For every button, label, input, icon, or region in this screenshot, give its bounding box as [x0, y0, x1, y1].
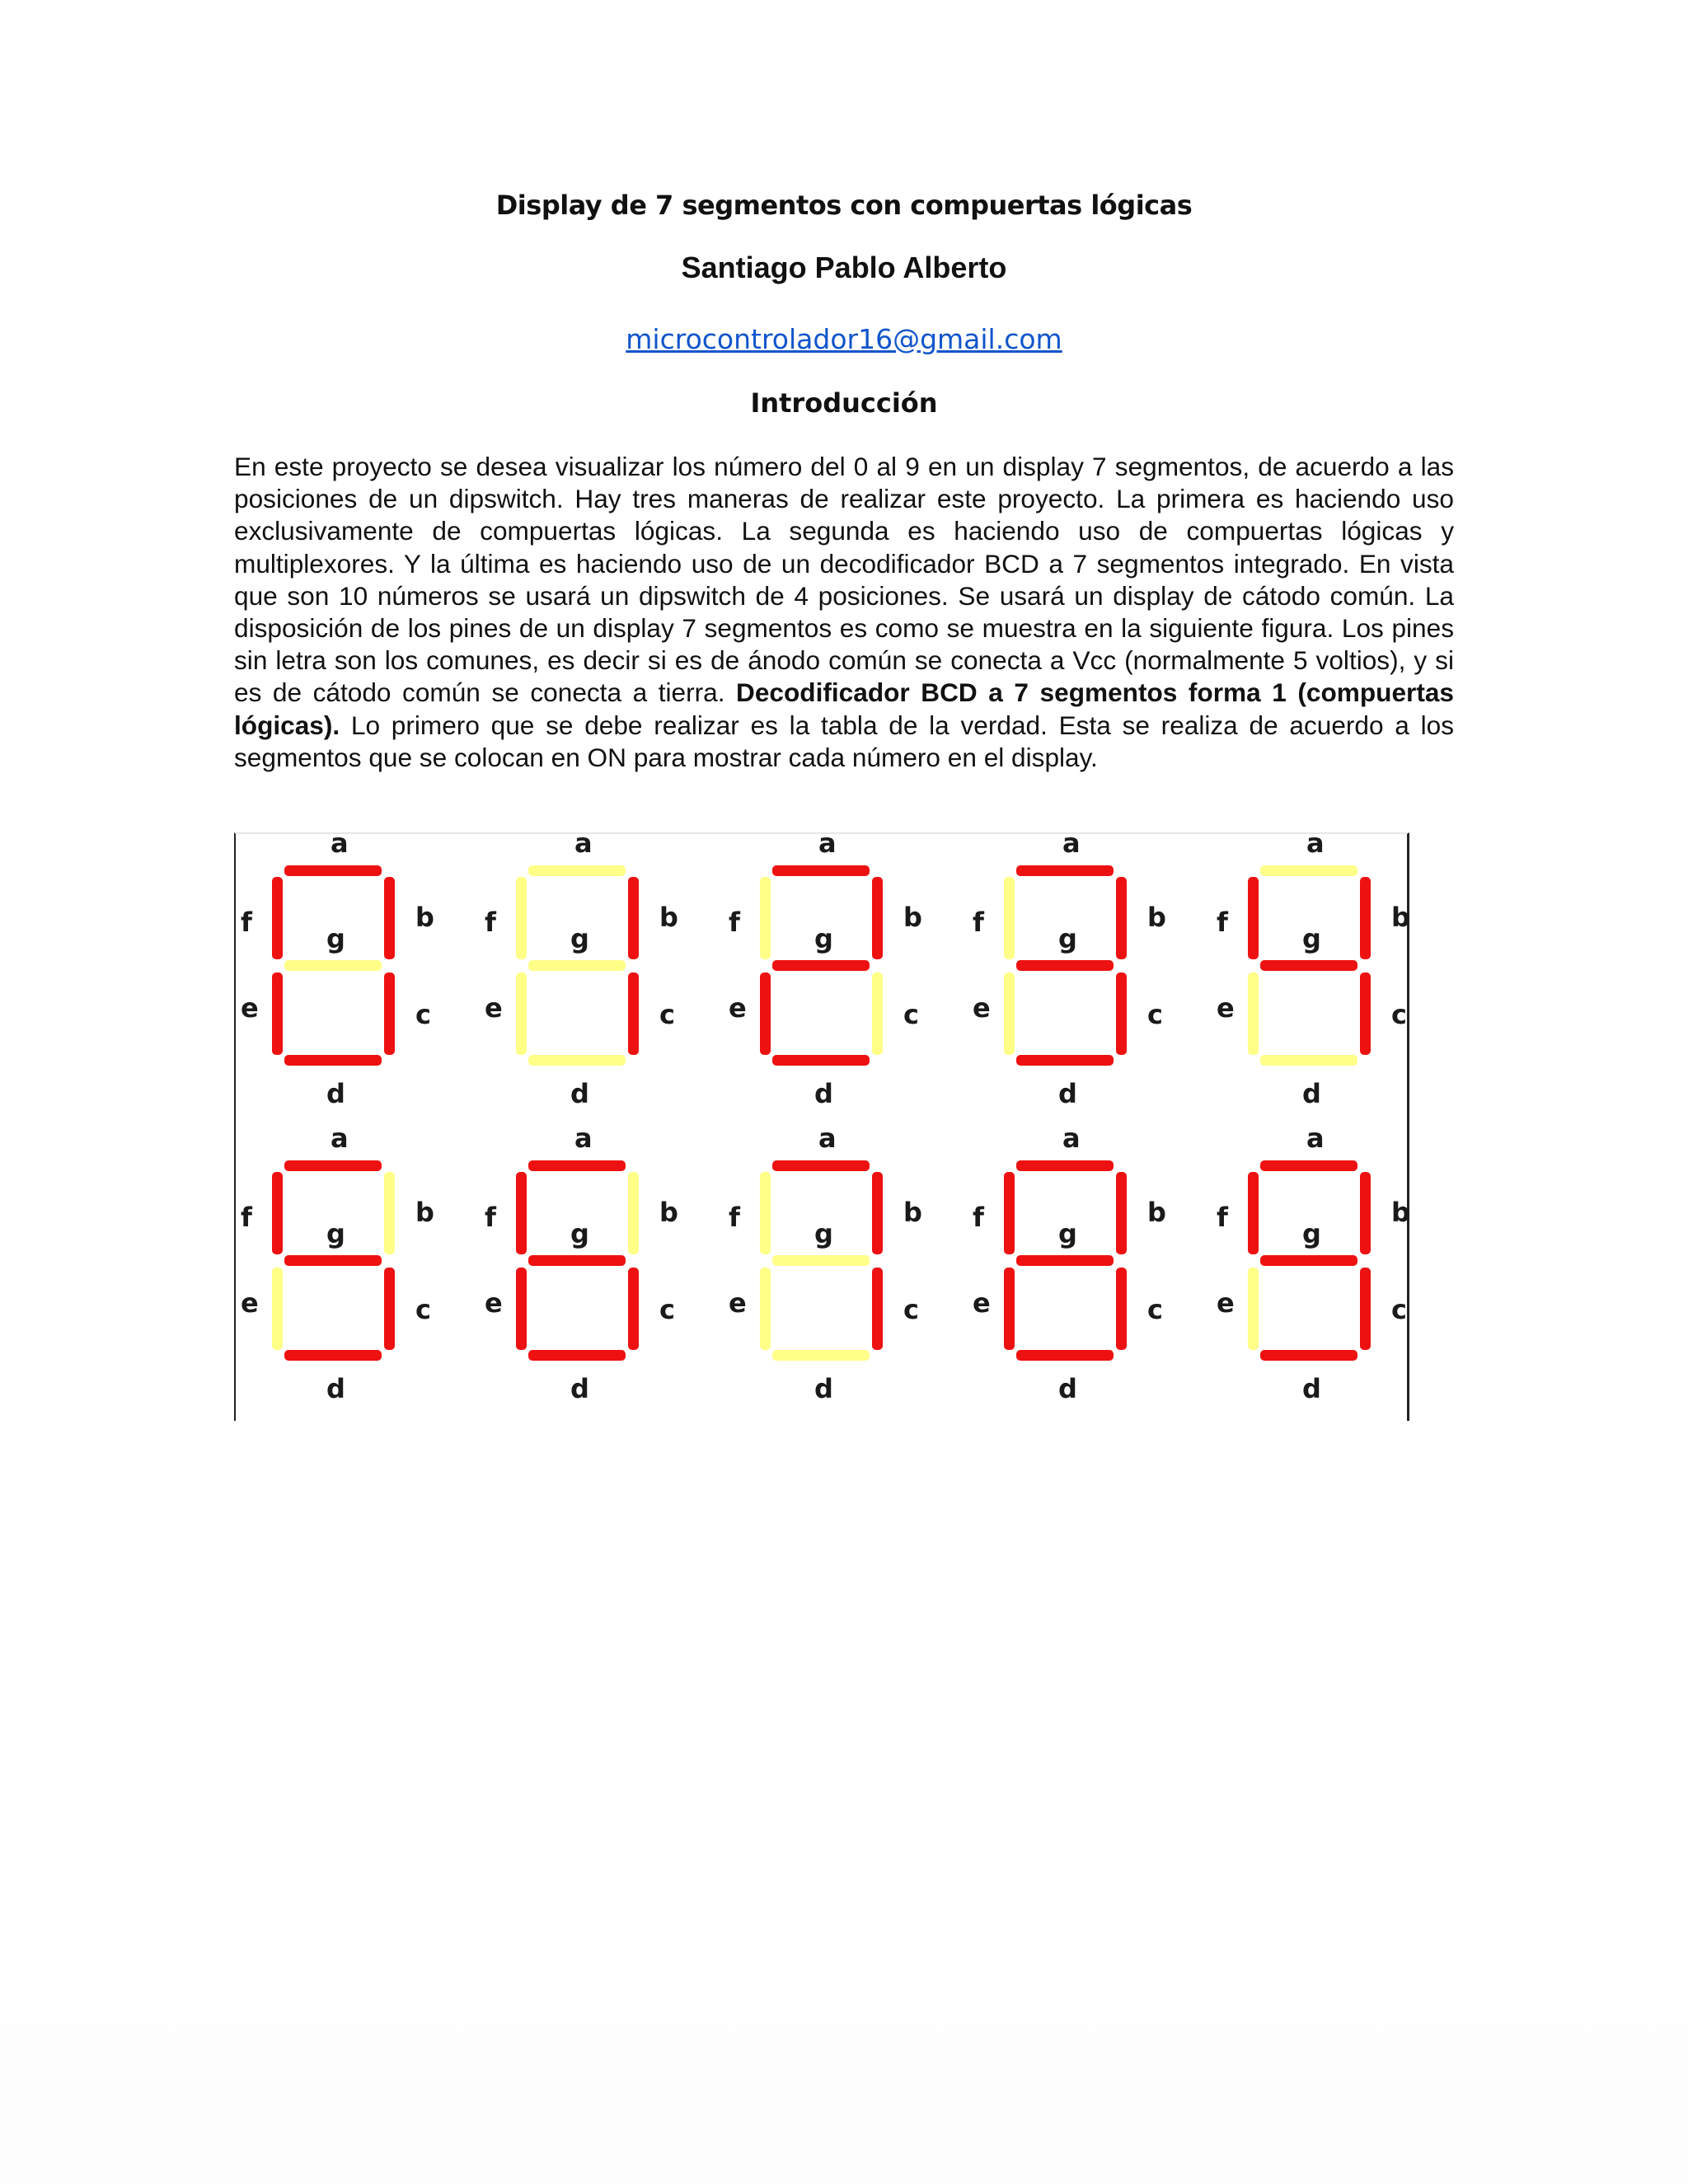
digit-9-label-c: c	[1391, 1294, 1407, 1325]
digit-7-label-a: a	[818, 1122, 837, 1154]
digit-0-label-a: a	[331, 827, 349, 859]
digit-1-segment-f	[516, 877, 527, 959]
digit-2-label-g: g	[814, 923, 833, 954]
digit-3-segment-b	[1116, 877, 1127, 959]
document-title: Display de 7 segmentos con compuertas lógicas	[495, 190, 1193, 221]
digit-2-display	[729, 827, 922, 1109]
digit-1-label-e: e	[485, 992, 503, 1024]
digit-6-segment-d	[528, 1350, 626, 1361]
digit-1-label-b: b	[659, 902, 678, 933]
digit-8-label-a: a	[1062, 1122, 1081, 1154]
digit-8-label-d: d	[1058, 1373, 1077, 1404]
digit-6-segment-g	[528, 1255, 626, 1266]
digit-8-segment-b	[1116, 1172, 1127, 1254]
digit-2-label-c: c	[903, 999, 919, 1030]
digit-7-segment-f	[760, 1172, 771, 1254]
digit-4-label-a: a	[1306, 827, 1325, 859]
intro-paragraph-bold: Decodificador BCD a 7 segmentos forma 1 (compuertas lógicas).	[234, 677, 1454, 740]
digit-9-segment-f	[1248, 1172, 1259, 1254]
digit-0-segment-c	[384, 972, 395, 1055]
digit-0-segment-d	[284, 1055, 382, 1066]
digit-2-segment-g	[772, 960, 870, 971]
digit-6-segment-a	[528, 1160, 626, 1171]
digit-1-label-d: d	[570, 1078, 589, 1109]
digit-6-segment-f	[516, 1172, 527, 1254]
digit-4-label-d: d	[1302, 1078, 1321, 1109]
seven-segment-diagram	[236, 827, 1410, 1421]
digit-7-label-e: e	[729, 1287, 747, 1319]
digit-9-display	[1217, 1122, 1410, 1404]
digit-7-display	[729, 1122, 922, 1404]
digit-0-segment-b	[384, 877, 395, 959]
digit-4-segment-b	[1360, 877, 1371, 959]
digit-2-segment-f	[760, 877, 771, 959]
digit-1-segment-g	[528, 960, 626, 971]
digit-2-label-f: f	[729, 907, 740, 938]
digit-9-segment-c	[1360, 1268, 1371, 1350]
digit-2-label-e: e	[729, 992, 747, 1024]
digit-1-segment-e	[516, 972, 527, 1055]
digit-8-segment-e	[1004, 1268, 1015, 1350]
digit-2-segment-a	[772, 865, 870, 876]
digit-6-label-a: a	[574, 1122, 593, 1154]
intro-paragraph	[234, 451, 1454, 774]
digit-1-segment-d	[528, 1055, 626, 1066]
digit-9-label-g: g	[1302, 1218, 1321, 1249]
digit-3-segment-d	[1016, 1055, 1114, 1066]
digit-7-label-c: c	[903, 1294, 919, 1325]
digit-2-segment-c	[872, 972, 883, 1055]
digit-7-label-g: g	[814, 1218, 833, 1249]
digit-1-label-f: f	[485, 907, 496, 938]
digit-5-label-f: f	[241, 1202, 252, 1233]
seven-segment-figure	[234, 827, 1410, 1421]
digit-2-label-b: b	[903, 902, 922, 933]
digit-8-label-f: f	[973, 1202, 984, 1233]
digit-0-label-e: e	[241, 992, 259, 1024]
digit-8-display	[973, 1122, 1166, 1404]
author-name: Santiago Pablo Alberto	[681, 251, 1007, 284]
digit-9-segment-d	[1260, 1350, 1357, 1361]
digit-4-label-b: b	[1391, 902, 1410, 933]
digit-4-segment-a	[1260, 865, 1357, 876]
digit-0-display	[241, 827, 434, 1109]
digit-6-label-c: c	[659, 1294, 675, 1325]
digit-2-segment-d	[772, 1055, 870, 1066]
intro-paragraph-part2: Lo primero que se debe realizar es la tabla de la verdad. Esta se realiza de acuerdo a los segmentos que se colocan en ON para mostrar cada número en el display.	[234, 710, 1454, 772]
digit-4-segment-c	[1360, 972, 1371, 1055]
digit-9-segment-e	[1248, 1268, 1259, 1350]
digit-1-segment-c	[628, 972, 639, 1055]
section-heading-introduccion: Introducción	[750, 387, 938, 419]
digit-5-label-a: a	[331, 1122, 349, 1154]
digit-3-label-b: b	[1147, 902, 1166, 933]
digit-8-segment-f	[1004, 1172, 1015, 1254]
digit-8-segment-g	[1016, 1255, 1114, 1266]
digit-6-label-b: b	[659, 1197, 678, 1228]
digit-4-segment-d	[1260, 1055, 1357, 1066]
digit-3-display	[973, 827, 1166, 1109]
digit-8-segment-c	[1116, 1268, 1127, 1350]
digit-6-label-f: f	[485, 1202, 496, 1233]
digit-1-segment-b	[628, 877, 639, 959]
digit-7-segment-g	[772, 1255, 870, 1266]
digit-0-segment-a	[284, 865, 382, 876]
digit-1-display	[485, 827, 678, 1109]
digit-9-label-f: f	[1217, 1202, 1228, 1233]
digit-0-label-f: f	[241, 907, 252, 938]
digit-5-segment-c	[384, 1268, 395, 1350]
digit-9-segment-a	[1260, 1160, 1357, 1171]
digit-2-segment-e	[760, 972, 771, 1055]
digit-0-segment-e	[272, 972, 283, 1055]
digit-1-segment-a	[528, 865, 626, 876]
digit-5-segment-f	[272, 1172, 283, 1254]
digit-2-label-d: d	[814, 1078, 833, 1109]
digit-0-label-c: c	[415, 999, 431, 1030]
digit-9-label-a: a	[1306, 1122, 1325, 1154]
digit-6-label-g: g	[570, 1218, 589, 1249]
digit-9-label-e: e	[1217, 1287, 1235, 1319]
digit-3-label-d: d	[1058, 1078, 1077, 1109]
digit-3-label-e: e	[973, 992, 991, 1024]
digit-8-label-g: g	[1058, 1218, 1077, 1249]
digit-9-label-d: d	[1302, 1373, 1321, 1404]
digit-4-segment-e	[1248, 972, 1259, 1055]
digit-7-label-b: b	[903, 1197, 922, 1228]
digit-6-segment-e	[516, 1268, 527, 1350]
digit-2-segment-b	[872, 877, 883, 959]
digit-4-label-g: g	[1302, 923, 1321, 954]
digit-5-segment-g	[284, 1255, 382, 1266]
digit-0-segment-f	[272, 877, 283, 959]
digit-0-label-d: d	[326, 1078, 345, 1109]
digit-3-segment-a	[1016, 865, 1114, 876]
digit-4-label-c: c	[1391, 999, 1407, 1030]
digit-7-segment-d	[772, 1350, 870, 1361]
digit-4-segment-f	[1248, 877, 1259, 959]
digit-3-label-c: c	[1147, 999, 1163, 1030]
digit-5-label-b: b	[415, 1197, 434, 1228]
digit-9-segment-b	[1360, 1172, 1371, 1254]
digit-7-label-d: d	[814, 1373, 833, 1404]
digit-0-segment-g	[284, 960, 382, 971]
digit-1-label-c: c	[659, 999, 675, 1030]
digit-7-segment-c	[872, 1268, 883, 1350]
digit-4-label-f: f	[1217, 907, 1228, 938]
digit-7-segment-e	[760, 1268, 771, 1350]
digit-6-segment-c	[628, 1268, 639, 1350]
digit-0-label-g: g	[326, 923, 345, 954]
digit-9-label-b: b	[1391, 1197, 1410, 1228]
digit-3-label-f: f	[973, 907, 984, 938]
digit-8-label-c: c	[1147, 1294, 1163, 1325]
digit-6-label-d: d	[570, 1373, 589, 1404]
digit-4-display	[1217, 827, 1410, 1109]
digit-7-label-f: f	[729, 1202, 740, 1233]
digit-3-segment-f	[1004, 877, 1015, 959]
digit-5-segment-a	[284, 1160, 382, 1171]
author-email-link[interactable]: microcontrolador16@gmail.com	[626, 323, 1062, 355]
digit-6-segment-b	[628, 1172, 639, 1254]
digit-9-segment-g	[1260, 1255, 1357, 1266]
digit-3-segment-e	[1004, 972, 1015, 1055]
digit-5-segment-b	[384, 1172, 395, 1254]
digit-8-segment-d	[1016, 1350, 1114, 1361]
digit-3-segment-g	[1016, 960, 1114, 971]
digit-6-display	[485, 1122, 678, 1404]
digit-8-label-b: b	[1147, 1197, 1166, 1228]
digit-1-label-g: g	[570, 923, 589, 954]
digit-7-segment-b	[872, 1172, 883, 1254]
digit-8-label-e: e	[973, 1287, 991, 1319]
digit-6-label-e: e	[485, 1287, 503, 1319]
digit-4-segment-g	[1260, 960, 1357, 971]
digit-7-segment-a	[772, 1160, 870, 1171]
digit-3-label-g: g	[1058, 923, 1077, 954]
digit-5-label-g: g	[326, 1218, 345, 1249]
digit-5-segment-e	[272, 1268, 283, 1350]
digit-5-label-c: c	[415, 1294, 431, 1325]
digit-3-label-a: a	[1062, 827, 1081, 859]
digit-8-segment-a	[1016, 1160, 1114, 1171]
digit-5-label-d: d	[326, 1373, 345, 1404]
digit-1-label-a: a	[574, 827, 593, 859]
digit-5-display	[241, 1122, 434, 1404]
digit-3-segment-c	[1116, 972, 1127, 1055]
digit-0-label-b: b	[415, 902, 434, 933]
digit-2-label-a: a	[818, 827, 837, 859]
intro-paragraph-part1: En este proyecto se desea visualizar los número del 0 al 9 en un display 7 segmentos, de acuerdo a las posiciones de un dipswitch. Hay tres maneras de realizar este proyecto. La primera es haciendo uso exclusivamente de compuertas lógicas. La segunda es haciendo uso de compuertas lógicas y multiplexores. Y la última es haciendo uso de un decodificador BCD a 7 segmentos integrado. En vista que son 10 números se usará un dipswitch de 4 posiciones. Se usará un display de cátodo común. La disposición de los pines de un display 7 segmentos es como se muestra en la siguiente figura. Los pines sin letra son los comunes, es decir si es de ánodo común se conecta a Vcc (normalmente 5 voltios), y si es de cátodo común se conecta a tierra.	[234, 452, 1454, 708]
digit-5-label-e: e	[241, 1287, 259, 1319]
digit-4-label-e: e	[1217, 992, 1235, 1024]
digit-5-segment-d	[284, 1350, 382, 1361]
